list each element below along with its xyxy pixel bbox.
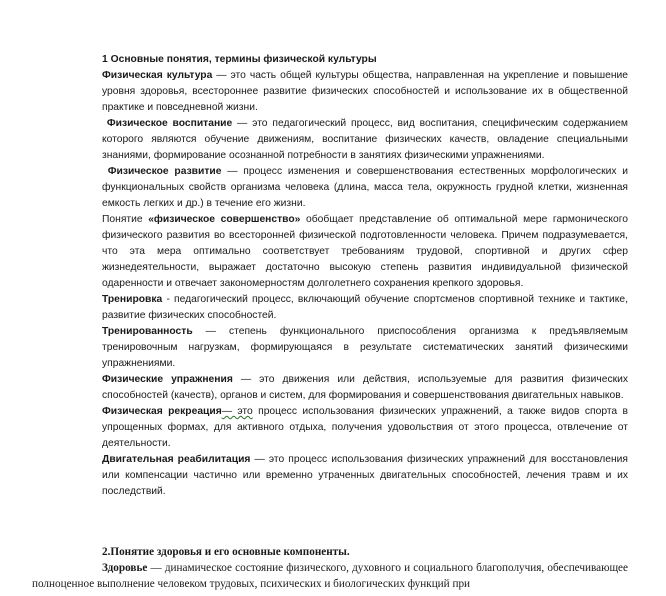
definition-paragraph <box>102 372 628 404</box>
section-1 <box>102 52 628 500</box>
spellcheck-flag[interactable]: — это <box>221 406 253 417</box>
section-1-heading: 1 Основные понятия, термины физической культуры <box>102 54 377 65</box>
term: Физическое развитие <box>107 166 222 177</box>
definition-paragraph <box>102 452 628 500</box>
definition-paragraph <box>102 164 628 212</box>
definition-text: — это процесс использования физических упражнений для восстановления или компенсации частично или временно утраченных двигательных способностей, лечения травм и их последствий. <box>102 454 628 497</box>
term: Физические упражнения <box>102 374 233 385</box>
definition-text: — процесс изменения и совершенствования естественных морфологических и функциональных свойств организма человека (длина, масса тела, окружность грудной клетки, жизненная емкость легких и др.) в течение его жизни. <box>102 166 628 209</box>
definition-text: — степень функционального приспособления организма к предъявляемым тренировочным нагрузкам, формирующаяся в результате систематических занятий физическими упражнениями. <box>102 326 628 369</box>
definition-paragraph <box>102 212 628 292</box>
term: Физическое воспитание <box>106 118 233 129</box>
definition-paragraph <box>102 116 628 164</box>
section-2-heading: 2.Понятие здоровья и его основные компоненты. <box>102 546 350 558</box>
term: Тренировка <box>102 294 163 305</box>
definition-paragraph <box>32 560 628 592</box>
term: «физическое совершенство» <box>148 214 301 225</box>
definition-paragraph <box>102 292 628 324</box>
prefix-text: Понятие <box>102 214 149 225</box>
definition-paragraph <box>102 324 628 372</box>
definition-text: — это часть общей культуры общества, направленная на укрепление и повышение уровня здоровья, всестороннее развитие физических способностей и использование их в общественной практике и повседневной жизни. <box>102 70 628 113</box>
definition-text: — это движения или действия, используемые для развития физических способностей (качеств), органов и систем, для формирования и совершенствования двигательных навыков. <box>102 374 628 401</box>
definition-paragraph <box>102 68 628 116</box>
definition-text: процесс использования физических упражнений, а также видов спорта в упрощенных формах, для активного отдыха, получения удовольствия от этого процесса, отвлечение от деятельности. <box>102 406 628 449</box>
section-2 <box>32 544 628 592</box>
definition-text: - педагогический процесс, включающий обучение спортсменов спортивной технике и тактике, развитие физических способностей. <box>102 294 628 321</box>
term: Здоровье <box>102 562 148 574</box>
term: Физическая культура <box>102 70 213 81</box>
definition-text: — это педагогический процесс, вид воспитания, специфическим содержанием которого являются обучение движениям, воспитание физических качеств, овладение специальными знаниями, формирование осознанной потребности в занятиях физическими упражнениями. <box>102 118 628 161</box>
term: Физическая рекреация <box>102 406 222 417</box>
term: Двигательная реабилитация <box>102 454 251 465</box>
definition-text: обобщает представление об оптимальной мере гармонического физического развития во всесторонней физической подготовленности человека. Причем подразумевается, что эта мера оптимально соответствует требованиям трудовой, спортивной и других сфер жизнедеятельности, выражает достаточно высокую степень развития индивидуальной физической одаренности и отвечает закономерностям долголетнего сохранения крепкого здоровья. <box>102 214 628 289</box>
definition-text: — динамическое состояние физического, духовного и социального благополучия, обеспечивающее полноценное выполнение человеком трудовых, психических и биологических функций при <box>32 562 628 590</box>
term: Тренированность <box>102 326 193 337</box>
definition-paragraph <box>102 404 628 452</box>
